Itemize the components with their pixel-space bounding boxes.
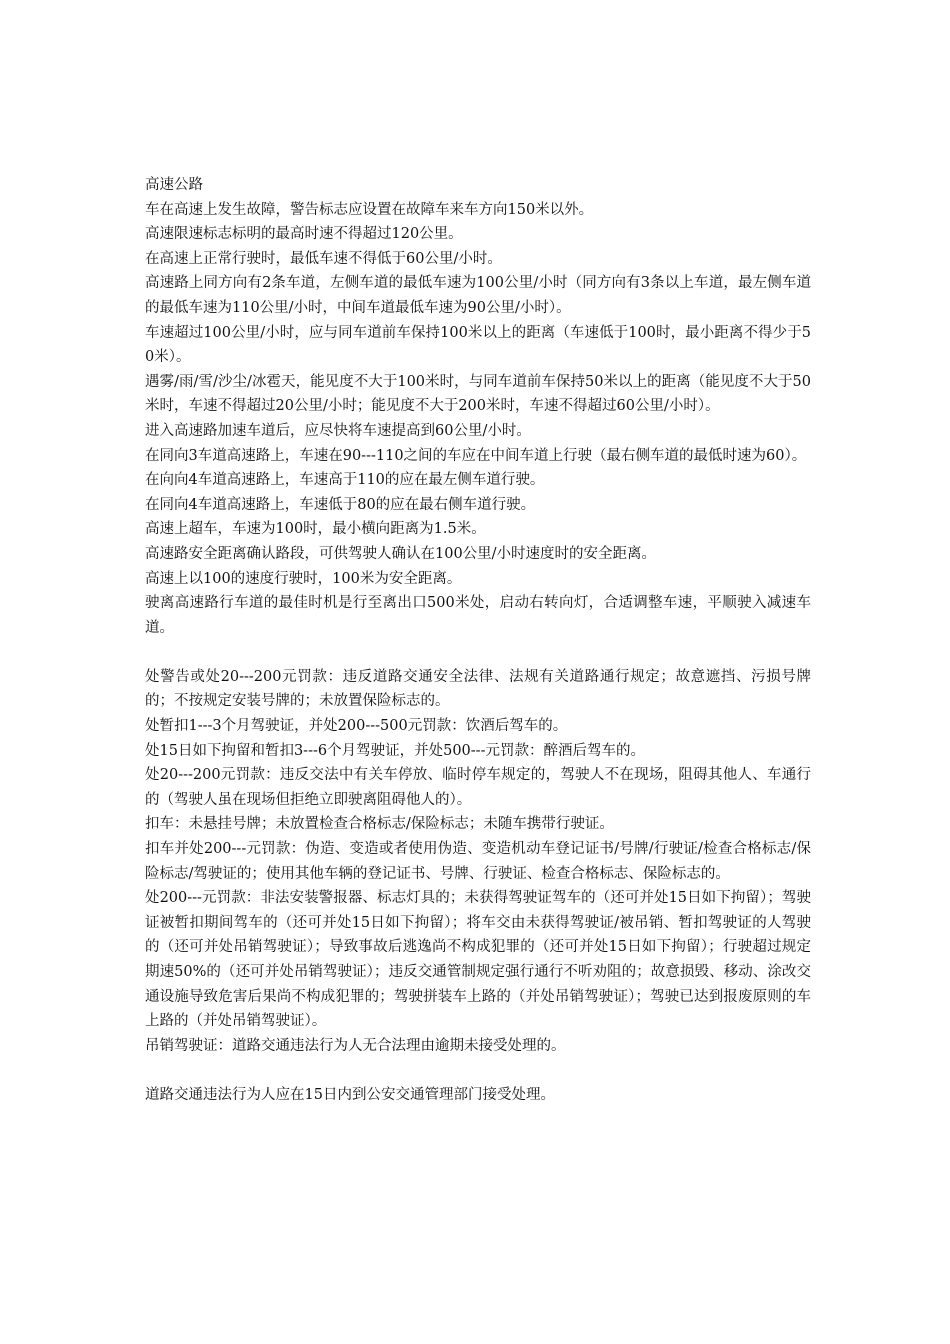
paragraph: 高速路安全距离确认路段，可供驾驶人确认在100公里/小时速度时的安全距离。 bbox=[145, 545, 657, 562]
blank-line bbox=[145, 640, 811, 665]
paragraph: 扣车并处200---元罚款：伪造、变造或者使用伪造、变造机动车登记证书/号牌/行驶证/检查合格标志/保险标志/驾驶证的；使用其他车辆的登记证书、号牌、行驶证、检查合格标志、保险标志的。 bbox=[145, 841, 811, 882]
paragraph: 处警告或处20---200元罚款：违反道路交通安全法律、法规有关道路通行规定；故意遮挡、污损号牌的；不按规定安装号牌的；未放置保险标志的。 bbox=[145, 668, 811, 710]
paragraph: 在高速上正常行驶时，最低车速不得低于60公里/小时。 bbox=[145, 250, 502, 267]
paragraph: 吊销驾驶证：道路交通违法行为人无合法理由逾期未接受处理的。 bbox=[145, 1037, 566, 1054]
paragraph: 在同向4车道高速路上，车速低于80的应在最右侧车道行驶。 bbox=[145, 496, 536, 513]
paragraph: 高速限速标志标明的最高时速不得超过120公里。 bbox=[145, 226, 463, 243]
paragraph: 处20---200元罚款：违反交法中有关车停放、临时停车规定的，驾驶人不在现场，阻碍其他人、车通行的（驾驶人虽在现场但拒绝立即驶离阻碍他人的）。 bbox=[145, 767, 811, 808]
paragraph: 车速超过100公里/小时，应与同车道前车保持100米以上的距离（车速低于100时，最小距离不得少于50米）。 bbox=[145, 324, 811, 366]
paragraph: 遇雾/雨/雪/沙尘/冰雹天，能见度不大于100米时，与同车道前车保持50米以上的距离（能见度不大于50米时，车速不得超过20公里/小时；能见度不大于200米时，车速不得超过60公里/小时）。 bbox=[145, 373, 811, 415]
section-expressway-rules bbox=[145, 173, 811, 640]
paragraph: 进入高速路加速车道后，应尽快将车速提高到60公里/小时。 bbox=[145, 422, 531, 439]
paragraph: 处暂扣1---3个月驾驶证，并处200---500元罚款：饮酒后驾车的。 bbox=[145, 718, 568, 735]
paragraph: 高速路上同方向有2条车道，左侧车道的最低车速为100公里/小时（同方向有3条以上车道，最左侧车道的最低车速为110公里/小时，中间车道最低车速为90公里/小时）。 bbox=[145, 275, 811, 316]
paragraph: 处15日如下拘留和暂扣3---6个月驾驶证，并处500---元罚款：醉酒后驾车的。 bbox=[145, 742, 645, 759]
paragraph: 扣车：未悬挂号牌；未放置检查合格标志/保险标志；未随车携带行驶证。 bbox=[145, 816, 614, 833]
paragraph: 车在高速上发生故障，警告标志应设置在故障车来车方向150米以外。 bbox=[145, 201, 594, 218]
paragraph: 在同向3车道高速路上，车速在90---110之间的车应在中间车道上行驶（最右侧车道的最低时速为60）。 bbox=[145, 447, 807, 464]
paragraph: 高速上以100的速度行驶时，100米为安全距离。 bbox=[145, 570, 462, 587]
paragraph: 道路交通违法行为人应在15日内到公安交通管理部门接受处理。 bbox=[145, 1086, 555, 1103]
paragraph: 驶离高速路行车道的最佳时机是行至离出口500米处，启动右转向灯，合适调整车速，平顺驶入减速车道。 bbox=[145, 595, 811, 636]
section-processing bbox=[145, 1083, 811, 1108]
paragraph: 高速上超车，车速为100时，最小横向距离为1.5米。 bbox=[145, 521, 486, 538]
paragraph: 在向向4车道高速路上，车速高于110的应在最左侧车道行驶。 bbox=[145, 472, 545, 489]
paragraph: 处200---元罚款：非法安装警报器、标志灯具的；未获得驾驶证驾车的（还可并处15日如下拘留）；驾驶证被暂扣期间驾车的（还可并处15日如下拘留）；将车交由未获得驾驶证/被吊销、暂扣驾驶证的人驾驶的（还可并处吊销驾驶证）；导致事故后逃逸尚不构成犯罪的（还可并处15日如下拘留）；行驶超过规定期速50%的（还可并处吊销驾驶证）；违反交通管制规定强行通行不听劝阻的；故意损毁、移动、涂改交通设施导致危害后果尚不构成犯罪的；驾驶拼装车上路的（并处吊销驾驶证）；驾驶已达到报废原则的车上路的（并处吊销驾驶证）。 bbox=[145, 890, 811, 1030]
document-body bbox=[145, 173, 811, 1108]
section-title: 高速公路 bbox=[145, 177, 203, 193]
section-penalties bbox=[145, 665, 811, 1059]
blank-line bbox=[145, 1058, 811, 1083]
